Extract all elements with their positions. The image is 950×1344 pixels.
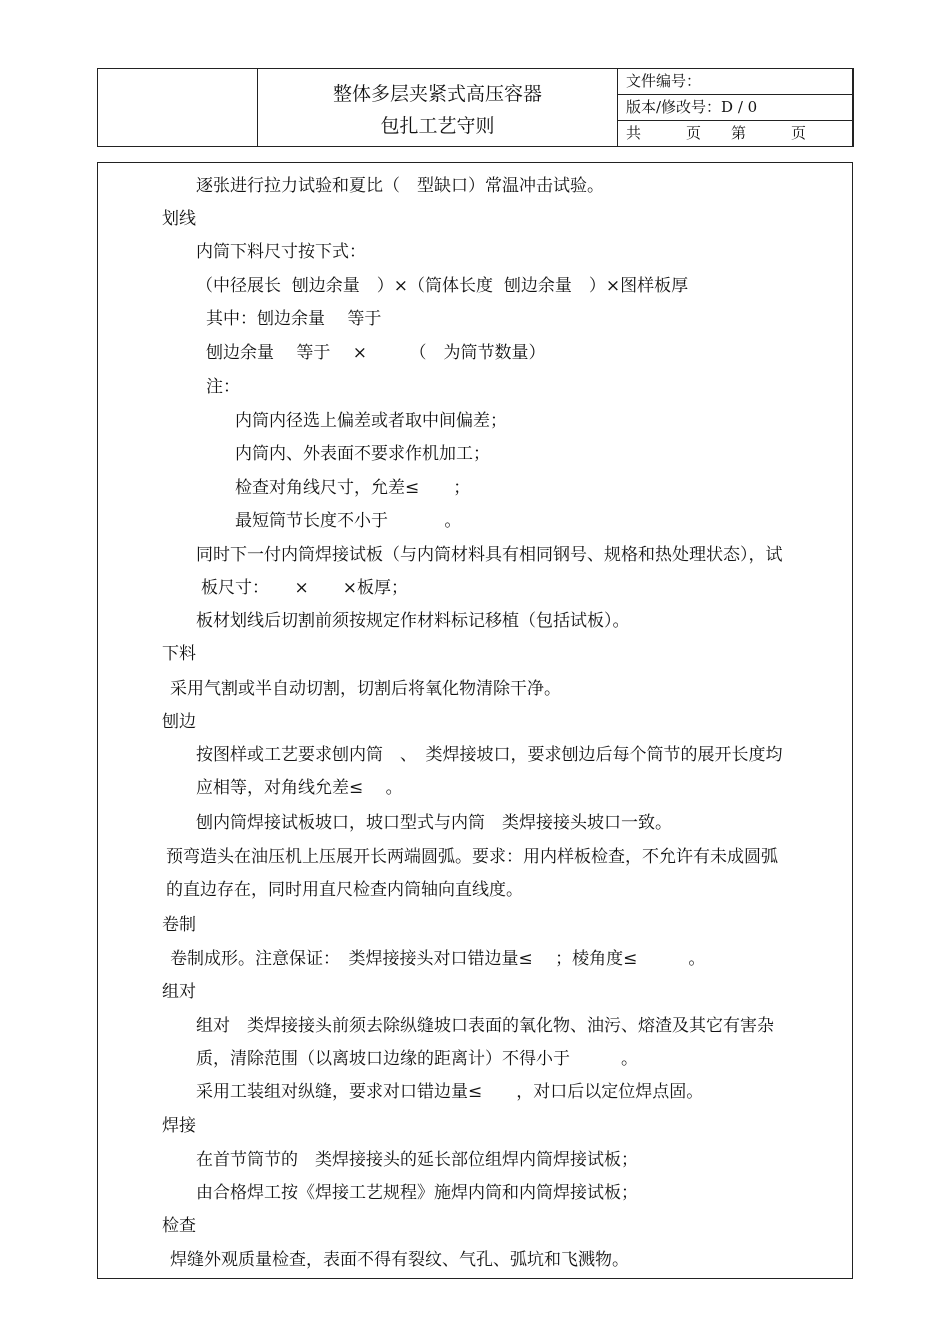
text-line: 采用工装组对纵缝，要求对口错边量≤ ，对口后以定位焊点固。: [196, 1082, 704, 1102]
text-line: 组对 类焊接接头前须去除纵缝坡口表面的氧化物、油污、熔渣及其它有害杂: [196, 1016, 774, 1036]
text-line: 卷制成形。注意保证： 类焊接接头对口错边量≤ ；棱角度≤ 。: [170, 949, 706, 969]
version-number: 版本/修改号：D / 0: [618, 95, 852, 121]
section-heading: 划线: [162, 209, 196, 229]
text-line: 板材划线后切割前须按规定作材料标记移植（包括试板）。: [196, 611, 630, 631]
section-heading: 刨边: [162, 712, 196, 732]
section-heading: 检查: [162, 1216, 196, 1236]
section-heading: 卷制: [162, 915, 196, 935]
doc-title: 整体多层夹紧式高压容器: [332, 83, 542, 105]
note-item: 最短筒节长度不小于 。: [235, 511, 462, 531]
text-line: 内筒下料尺寸按下式：: [196, 242, 366, 262]
text-line: 由合格焊工按《焊接工艺规程》施焊内筒和内筒焊接试板；: [196, 1183, 638, 1203]
text-line: 板尺寸： × ×板厚；: [201, 578, 408, 598]
text-line: 同时下一付内筒焊接试板（与内筒材料具有相同钢号、规格和热处理状态），试: [196, 545, 783, 565]
section-heading: 组对: [162, 982, 196, 1002]
text-line: 刨内筒焊接试板坡口，坡口型式与内筒 类焊接接头坡口一致。: [196, 813, 672, 833]
note-label: 注：: [206, 377, 240, 397]
text-line: 焊缝外观质量检查，表面不得有裂纹、气孔、弧坑和飞溅物。: [170, 1250, 629, 1270]
page-count: 共 页 第 页: [626, 124, 807, 142]
text-line: 逐张进行拉力试验和夏比（ 型缺口）常温冲击试验。: [196, 176, 604, 196]
text-line: 预弯造头在油压机上压展开长两端圆弧。要求：用内样板检查，不允许有未成圆弧: [166, 847, 778, 867]
text-line: 其中：刨边余量 等于: [206, 309, 382, 329]
title-cell: [258, 69, 618, 146]
section-heading: 下料: [162, 644, 196, 664]
logo-cell: [98, 69, 258, 146]
text-line: 应相等，对角线允差≤ 。: [196, 778, 403, 798]
section-heading: 焊接: [162, 1116, 196, 1136]
text-line: 在首节筒节的 类焊接接头的延长部位组焊内筒焊接试板；: [196, 1150, 638, 1170]
text-line: 刨边余量 等于 × （ 为筒节数量）: [206, 343, 546, 363]
note-item: 内筒内径选上偏差或者取中间偏差；: [235, 411, 507, 431]
doc-subtitle: 包扎工艺守则: [380, 115, 495, 137]
header-table: [97, 68, 854, 147]
note-item: 检查对角线尺寸，允差≤ ；: [235, 478, 471, 498]
formula-line: （中径展长 刨边余量 ）×（筒体长度 刨边余量 ）×图样板厚: [196, 276, 689, 296]
text-line: 按图样或工艺要求刨内筒 、 类焊接坡口，要求刨边后每个筒节的展开长度均: [196, 745, 783, 765]
meta-cell: [618, 69, 852, 146]
note-item: 内筒内、外表面不要求作机加工；: [235, 444, 490, 464]
text-line: 质，清除范围（以离坡口边缘的距离计）不得小于 。: [196, 1049, 638, 1069]
file-number: 文件编号：: [618, 69, 852, 95]
text-line: 采用气割或半自动切割，切割后将氧化物清除干净。: [170, 679, 561, 699]
text-line: 的直边存在，同时用直尺检查内筒轴向直线度。: [166, 880, 523, 900]
